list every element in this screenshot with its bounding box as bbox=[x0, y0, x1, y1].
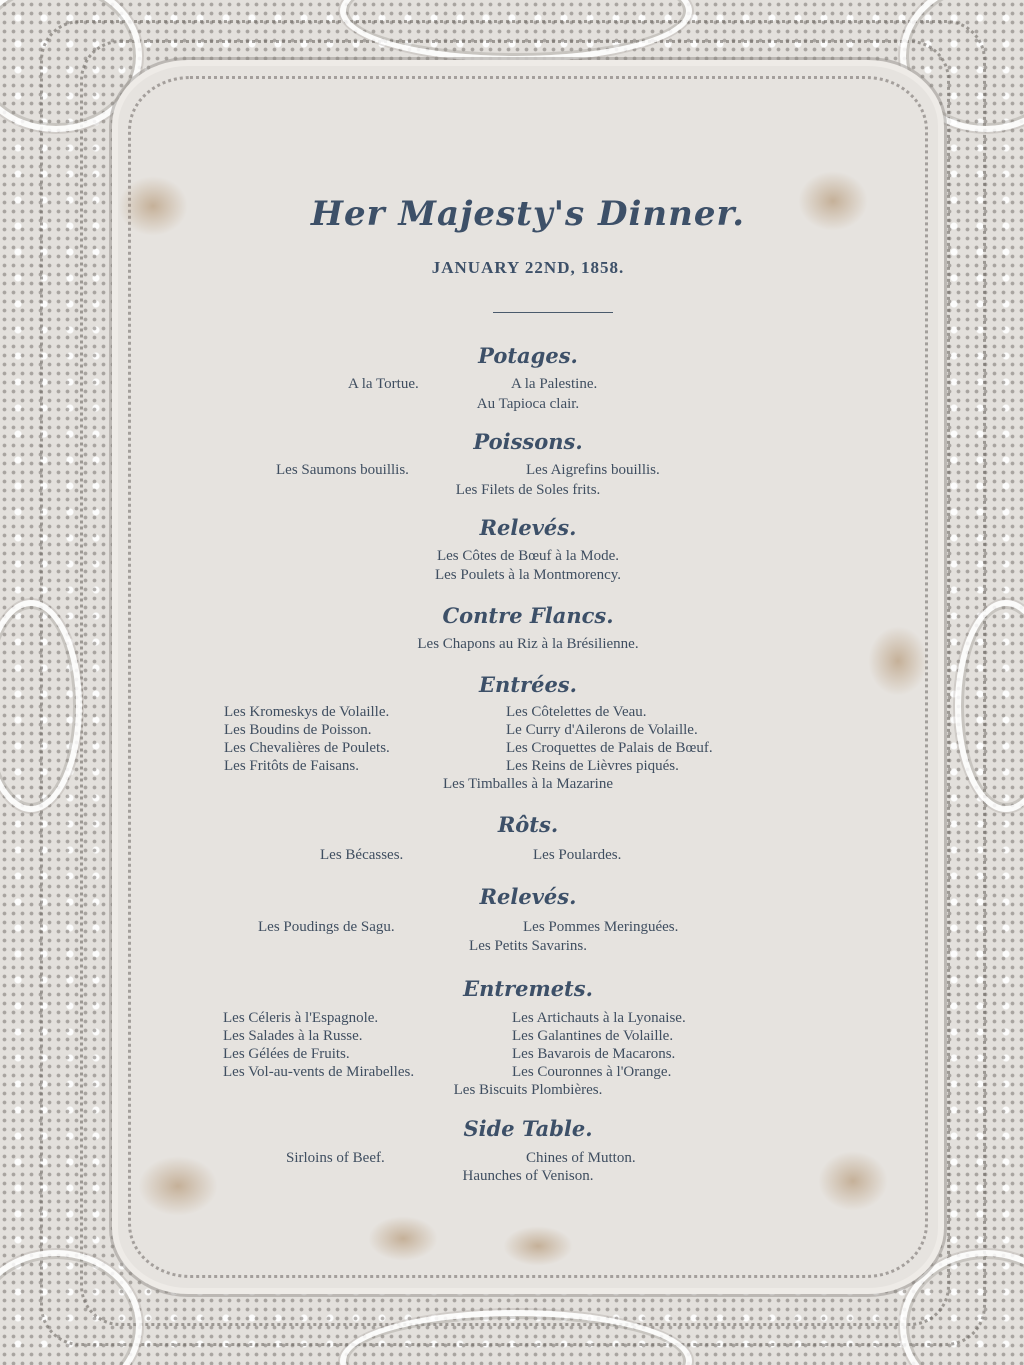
dish: Les Poulets à la Montmorency. bbox=[434, 567, 622, 583]
title-rule bbox=[493, 312, 613, 313]
dish: Les Kromeskys de Volaille. bbox=[224, 704, 390, 720]
dish: Les Saumons bouillis. bbox=[276, 462, 409, 478]
dish: Les Petits Savarins. bbox=[469, 938, 587, 954]
section-heading: Contre Flancs. bbox=[442, 603, 614, 628]
stain bbox=[368, 1216, 438, 1261]
dish: Les Croquettes de Palais de Bœuf. bbox=[506, 740, 713, 756]
dish: Les Artichauts à la Lyonaise. bbox=[512, 1010, 686, 1026]
dish: Les Gélées de Fruits. bbox=[223, 1046, 350, 1062]
dish: Les Bavarois de Macarons. bbox=[512, 1046, 676, 1062]
dish: Les Vol-au-vents de Mirabelles. bbox=[223, 1064, 415, 1080]
menu-title: Her Majesty's Dinner. bbox=[310, 194, 746, 234]
dish: Les Chevalières de Poulets. bbox=[224, 740, 390, 756]
dish: A la Tortue. bbox=[348, 376, 419, 392]
dish: Les Pommes Meringuées. bbox=[523, 919, 679, 935]
dish: Les Salades à la Russe. bbox=[223, 1028, 363, 1044]
dish: Chines of Mutton. bbox=[526, 1150, 636, 1166]
dish: A la Palestine. bbox=[511, 376, 598, 392]
dish: Les Poulardes. bbox=[533, 847, 622, 863]
dish: Les Aigrefins bouillis. bbox=[526, 462, 660, 478]
section-heading: Entrées. bbox=[479, 672, 577, 697]
dish: Les Timballes à la Mazarine bbox=[443, 776, 613, 792]
menu-date: JANUARY 22ND, 1858. bbox=[431, 258, 625, 277]
dish: Au Tapioca clair. bbox=[476, 396, 580, 412]
dish: Les Biscuits Plombières. bbox=[453, 1082, 603, 1098]
dish: Les Chapons au Riz à la Brésilienne. bbox=[417, 636, 639, 652]
dish: Haunches of Venison. bbox=[462, 1168, 594, 1184]
section-heading: Relevés. bbox=[479, 515, 577, 540]
dish: Les Galantines de Volaille. bbox=[512, 1028, 674, 1044]
dish: Les Poudings de Sagu. bbox=[258, 919, 395, 935]
section-heading: Poissons. bbox=[473, 429, 583, 454]
dish: Les Céleris à l'Espagnole. bbox=[223, 1010, 379, 1026]
section-heading: Potages. bbox=[478, 343, 578, 368]
stain bbox=[503, 1226, 573, 1266]
section-heading: Rôts. bbox=[497, 812, 559, 837]
dish: Le Curry d'Ailerons de Volaille. bbox=[506, 722, 698, 738]
dish: Les Bécasses. bbox=[320, 847, 404, 863]
dish: Les Filets de Soles frits. bbox=[455, 482, 601, 498]
section-heading: Side Table. bbox=[463, 1116, 593, 1141]
dish: Sirloins of Beef. bbox=[286, 1150, 385, 1166]
dish: Les Boudins de Poisson. bbox=[224, 722, 372, 738]
dish: Les Reins de Lièvres piqués. bbox=[506, 758, 679, 774]
section-heading: Relevés. bbox=[479, 884, 577, 909]
dish: Les Côtelettes de Veau. bbox=[506, 704, 647, 720]
dish: Les Fritôts de Faisans. bbox=[224, 758, 359, 774]
dish: Les Côtes de Bœuf à la Mode. bbox=[436, 548, 620, 564]
stain bbox=[138, 1156, 218, 1216]
dish: Les Couronnes à l'Orange. bbox=[512, 1064, 672, 1080]
section-heading: Entremets. bbox=[463, 976, 593, 1001]
